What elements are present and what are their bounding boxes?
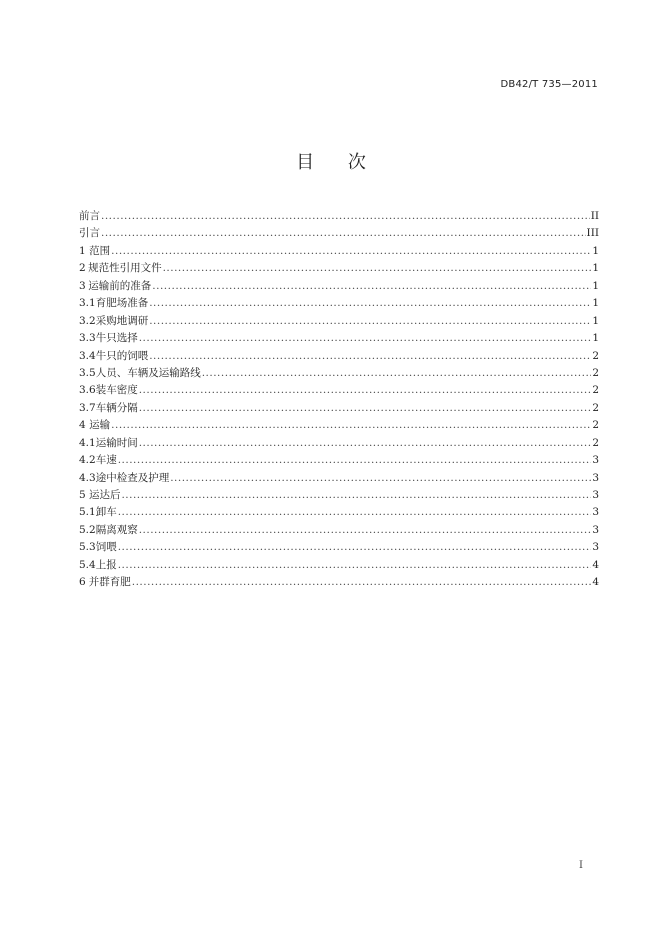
toc-entry[interactable] — [79, 487, 599, 504]
toc-entry-page: 2 — [592, 366, 599, 379]
toc-entry-page: 1 — [592, 297, 599, 310]
table-of-contents — [79, 208, 599, 592]
toc-entry-number: 3 — [79, 279, 86, 292]
toc-entry-label: 运输 — [89, 419, 111, 432]
toc-leader-dots — [139, 522, 592, 539]
toc-entry[interactable] — [79, 295, 599, 312]
toc-entry-page: 4 — [592, 576, 599, 589]
toc-entry-number: 4.3 — [79, 471, 96, 484]
toc-entry-label: 运达后 — [88, 489, 121, 501]
toc-entry[interactable] — [79, 278, 599, 295]
page-title: 目 次 — [296, 152, 380, 173]
toc-entry[interactable] — [79, 417, 599, 434]
toc-leader-dots — [139, 330, 592, 347]
toc-entry-label: 车辆分隔 — [95, 401, 138, 414]
toc-entry-page: 1 — [592, 262, 599, 275]
toc-leader-dots — [118, 557, 592, 574]
toc-entry-label: 途中检查及护理 — [95, 471, 170, 484]
toc-entry-number: 6 — [79, 576, 86, 589]
toc-leader-dots — [139, 382, 592, 399]
toc-leader-dots — [202, 365, 592, 382]
toc-entry-label: 运输前的准备 — [88, 279, 152, 292]
toc-leader-dots — [111, 417, 591, 434]
toc-entry[interactable] — [79, 225, 599, 242]
toc-entry[interactable] — [79, 208, 599, 225]
toc-entry[interactable] — [79, 243, 599, 260]
toc-entry-label: 牛只选择 — [95, 332, 138, 345]
toc-entry-number: 3.2 — [79, 314, 96, 327]
toc-entry[interactable] — [79, 470, 599, 487]
toc-entry-number: 5 — [79, 489, 86, 501]
toc-entry-page: 2 — [592, 436, 599, 449]
toc-entry[interactable] — [79, 452, 599, 469]
toc-entry-number: 3.1 — [79, 297, 96, 310]
toc-entry-label: 育肥场准备 — [95, 297, 149, 310]
toc-leader-dots — [170, 470, 591, 487]
toc-leader-dots — [118, 504, 592, 521]
toc-entry-label: 采购地调研 — [95, 314, 149, 327]
toc-entry-page: 1 — [592, 279, 599, 292]
toc-entry-page: 3 — [592, 541, 599, 554]
toc-entry-page: 3 — [592, 471, 599, 484]
toc-entry-number: 3.3 — [79, 332, 96, 345]
toc-entry[interactable] — [79, 539, 599, 556]
toc-entry-label: 饲喂 — [95, 541, 117, 554]
toc-leader-dots — [149, 348, 591, 365]
toc-entry-page: 4 — [592, 558, 599, 571]
toc-entry[interactable] — [79, 348, 599, 365]
toc-entry-page: 1 — [592, 332, 599, 345]
toc-entry-page: 2 — [592, 401, 599, 414]
toc-leader-dots — [111, 243, 591, 260]
toc-entry-number: 5.3 — [79, 541, 96, 554]
toc-entry-number: 4 — [79, 419, 86, 432]
toc-leader-dots — [121, 487, 591, 504]
toc-entry-number: 5.4 — [79, 558, 96, 571]
toc-entry[interactable] — [79, 522, 599, 539]
toc-entry-page: 1 — [592, 244, 599, 257]
toc-entry-page: III — [586, 227, 599, 240]
toc-entry-page: II — [590, 210, 599, 222]
toc-leader-dots — [152, 278, 591, 295]
toc-entry[interactable] — [79, 330, 599, 347]
toc-entry-label: 运输时间 — [95, 436, 138, 449]
toc-entry[interactable] — [79, 557, 599, 574]
toc-entry-label: 引言 — [79, 227, 100, 240]
toc-leader-dots — [132, 574, 592, 591]
toc-leader-dots — [118, 539, 592, 556]
toc-entry-number: 5.2 — [79, 523, 96, 536]
toc-entry[interactable] — [79, 504, 599, 521]
toc-entry-label: 上报 — [95, 558, 117, 571]
toc-leader-dots — [149, 313, 591, 330]
toc-entry[interactable] — [79, 435, 599, 452]
toc-entry-page: 3 — [592, 506, 599, 519]
toc-entry-number: 5.1 — [79, 506, 96, 519]
toc-leader-dots — [118, 452, 592, 469]
toc-entry-number: 1 — [79, 244, 86, 257]
toc-entry-page: 2 — [592, 384, 599, 397]
toc-leader-dots — [101, 225, 586, 242]
toc-entry[interactable] — [79, 260, 599, 277]
toc-entry-label: 规范性引用文件 — [88, 262, 162, 275]
toc-entry-label: 范围 — [89, 244, 111, 257]
toc-entry-number: 2 — [79, 262, 86, 275]
toc-entry[interactable] — [79, 382, 599, 399]
toc-leader-dots — [149, 295, 591, 312]
toc-entry[interactable] — [79, 400, 599, 417]
toc-leader-dots — [163, 260, 592, 277]
toc-entry-label: 人员、车辆及运输路线 — [95, 366, 201, 379]
toc-leader-dots — [101, 208, 590, 225]
page-number: I — [579, 860, 583, 871]
toc-entry-label: 装车密度 — [95, 384, 138, 397]
toc-entry-page: 3 — [592, 489, 599, 501]
toc-entry[interactable] — [79, 365, 599, 382]
toc-entry-number: 4.1 — [79, 436, 96, 449]
toc-entry[interactable] — [79, 313, 599, 330]
document-code: DB42/T 735—2011 — [500, 79, 598, 90]
toc-entry-label: 隔离观察 — [95, 523, 138, 536]
toc-entry-page: 2 — [592, 419, 599, 432]
toc-entry[interactable] — [79, 574, 599, 591]
toc-entry-label: 牛只的饲喂 — [95, 349, 149, 362]
toc-entry-number: 3.7 — [79, 401, 96, 414]
toc-entry-page: 3 — [592, 523, 599, 536]
toc-leader-dots — [139, 435, 592, 452]
toc-entry-label: 车速 — [95, 454, 117, 467]
toc-entry-label: 前言 — [79, 210, 100, 222]
toc-entry-number: 4.2 — [79, 454, 96, 467]
toc-leader-dots — [139, 400, 592, 417]
toc-entry-number: 3.6 — [79, 384, 96, 397]
toc-entry-page: 2 — [592, 349, 599, 362]
toc-entry-page: 1 — [592, 314, 599, 327]
toc-entry-label: 并群育肥 — [88, 576, 131, 589]
toc-entry-number: 3.5 — [79, 366, 96, 379]
toc-entry-label: 卸车 — [95, 506, 117, 519]
toc-entry-number: 3.4 — [79, 349, 96, 362]
toc-entry-page: 3 — [592, 454, 599, 467]
